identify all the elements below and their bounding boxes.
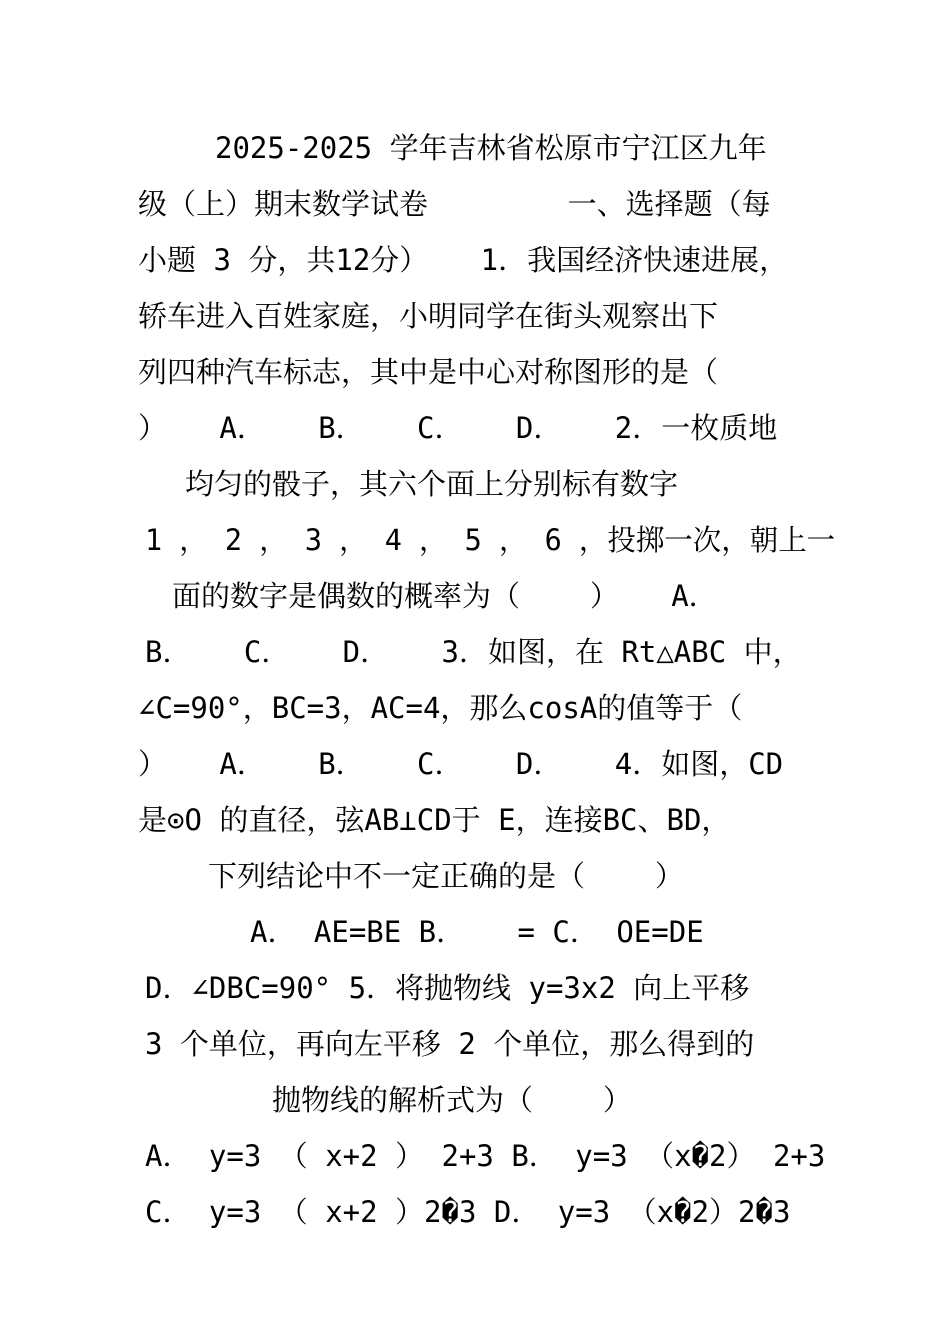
text-line-14: 下列结论中不一定正确的是（ ） <box>208 859 684 893</box>
text-line-13: 是⊙O 的直径，弦AB⊥CD于 E，连接BC、BD， <box>138 803 731 837</box>
text-line-12: ） A． B． C． D． 4．如图，CD <box>138 747 784 781</box>
text-line-7: 均匀的骰子，其六个面上分别标有数字 <box>185 467 679 501</box>
text-line-1: 2025-2025 学年吉林省松原市宁江区九年 <box>215 131 767 165</box>
text-line-2: 级（上）期末数学试卷 一、选择题（每 <box>138 187 771 221</box>
text-line-6: ） A． B． C． D． 2．一枚质地 <box>138 411 778 445</box>
text-line-18: 抛物线的解析式为（ ） <box>272 1083 632 1117</box>
text-line-10: B． C． D． 3．如图，在 Rt△ABC 中， <box>145 635 802 669</box>
text-line-5: 列四种汽车标志，其中是中心对称图形的是（ <box>138 355 719 389</box>
text-line-17: 3 个单位，再向左平移 2 个单位，那么得到的 <box>145 1027 755 1061</box>
text-line-11: ∠C=90°，BC=3，AC=4，那么cosA的值等于（ <box>138 691 743 725</box>
text-line-16: D．∠DBC=90° 5．将抛物线 y=3x2 向上平移 <box>145 971 750 1005</box>
text-line-20: C． y=3 （ x+2 ）2�3 D． y=3 （x�2）2�3 <box>145 1195 791 1229</box>
text-line-3: 小题 3 分，共12分） 1．我国经济快速进展， <box>138 243 789 277</box>
text-line-4: 轿车进入百姓家庭，小明同学在街头观察出下 <box>138 299 719 333</box>
text-line-9: 面的数字是偶数的概率为（ ） A． <box>172 579 718 613</box>
text-line-15: A． AE=BE B． = C． OE=DE <box>250 915 704 949</box>
text-line-8: 1 ， 2 ， 3 ， 4 ， 5 ， 6 ，投掷一次，朝上一 <box>145 523 836 557</box>
text-line-19: A． y=3 （ x+2 ） 2+3 B． y=3 （x�2） 2+3 <box>145 1139 826 1173</box>
